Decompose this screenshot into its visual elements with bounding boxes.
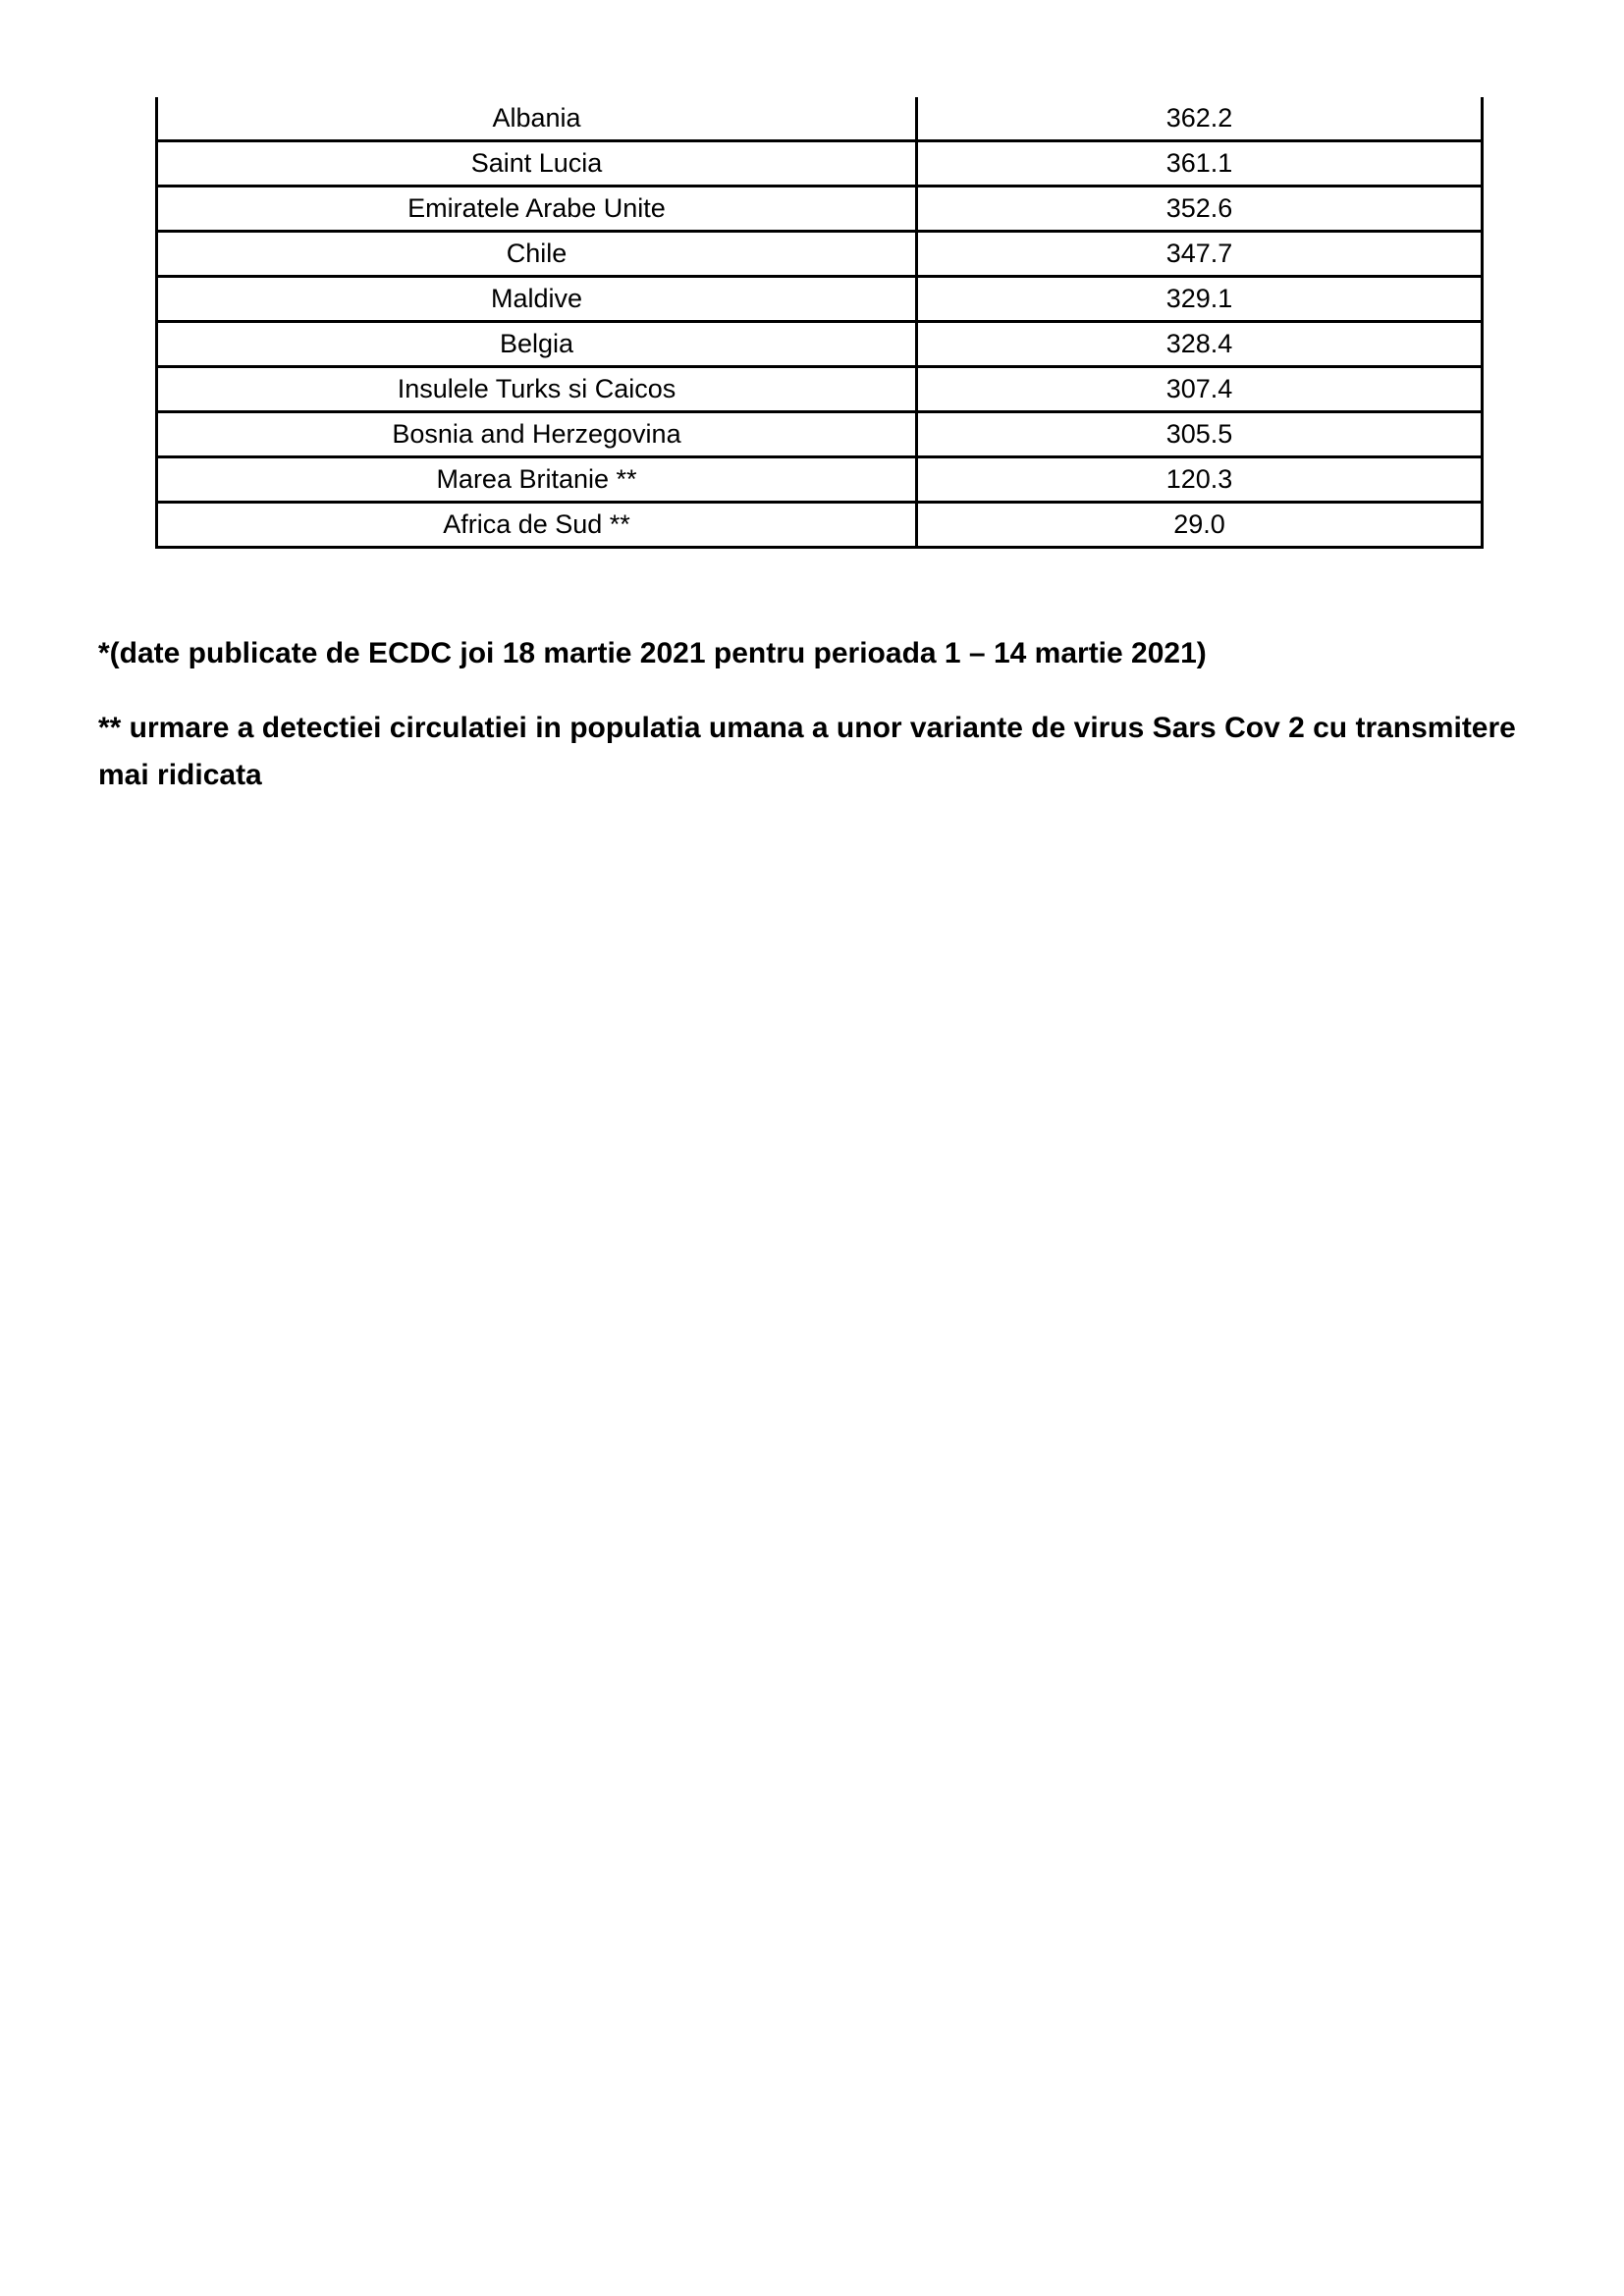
value-cell: 120.3 (917, 457, 1483, 503)
country-cell: Maldive (157, 277, 917, 322)
value-cell: 362.2 (917, 97, 1483, 141)
table-row (157, 322, 1483, 367)
country-cell: Insulele Turks si Caicos (157, 367, 917, 412)
country-cell: Emiratele Arabe Unite (157, 187, 917, 232)
table-row (157, 187, 1483, 232)
value-cell: 329.1 (917, 277, 1483, 322)
value-cell: 305.5 (917, 412, 1483, 457)
value-cell: 328.4 (917, 322, 1483, 367)
country-cell: Africa de Sud ** (157, 503, 917, 548)
footnote-variants: ** urmare a detectiei circulatiei in populatia umana a unor variante de virus Sars Cov 2 cu transmitere mai ridicata (98, 712, 1516, 791)
country-cell: Chile (157, 232, 917, 277)
table-row (157, 367, 1483, 412)
table-row (157, 141, 1483, 187)
country-cell: Marea Britanie ** (157, 457, 917, 503)
country-cell: Albania (157, 97, 917, 141)
country-cell: Belgia (157, 322, 917, 367)
country-incidence-table (155, 97, 1484, 549)
table-row (157, 503, 1483, 548)
table-row (157, 412, 1483, 457)
country-cell: Saint Lucia (157, 141, 917, 187)
value-cell: 29.0 (917, 503, 1483, 548)
footnote-source: *(date publicate de ECDC joi 18 martie 2021 pentru perioada 1 – 14 martie 2021) (98, 637, 1207, 669)
table-row (157, 97, 1483, 141)
table-row (157, 277, 1483, 322)
value-cell: 361.1 (917, 141, 1483, 187)
value-cell: 352.6 (917, 187, 1483, 232)
value-cell: 307.4 (917, 367, 1483, 412)
table-row (157, 232, 1483, 277)
table-row (157, 457, 1483, 503)
country-cell: Bosnia and Herzegovina (157, 412, 917, 457)
value-cell: 347.7 (917, 232, 1483, 277)
